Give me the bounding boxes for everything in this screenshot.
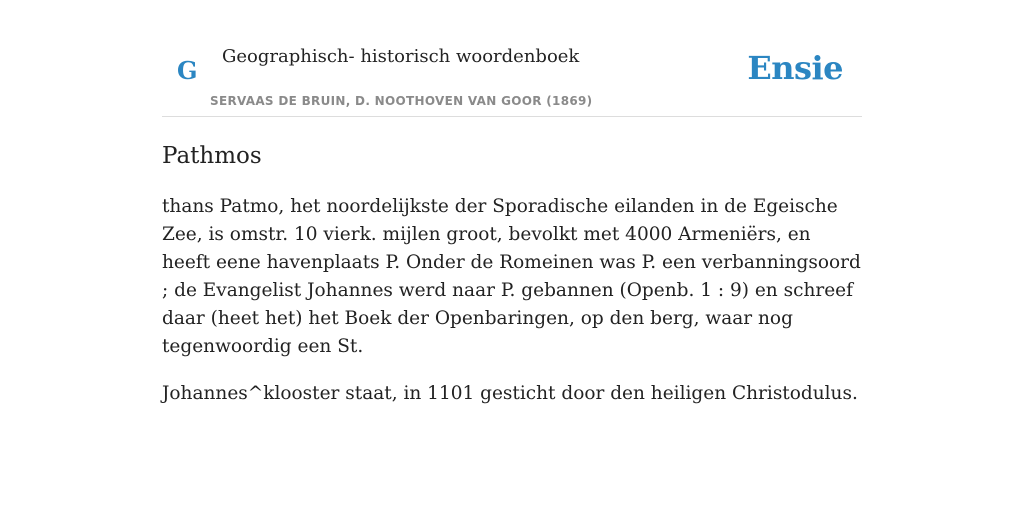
book-authors: SERVAAS DE BRUIN, D. NOOTHOVEN VAN GOOR (1869) <box>210 94 593 108</box>
entry-paragraph: thans Patmo, het noordelijkste der Sporadische eilanden in de Egeische Zee, is omstr. 10 vierk. mijlen groot, bevolkt met 4000 Armeniërs, en heeft eene havenplaats P. Onder de Romeinen was P. een verbanningsoord ; de Evangelist Johannes werd naar P. gebannen (Openb. 1 : 9) en schreef daar (heet het) het Boek der Openbaringen, op den berg, waar nog tegenwoordig een St. <box>162 196 861 357</box>
ensie-logo-link[interactable]: Ensie <box>747 49 843 87</box>
page <box>162 0 862 408</box>
entry-body <box>162 193 862 408</box>
book-header <box>162 0 862 117</box>
entry-title: Pathmos <box>162 143 262 169</box>
book-title-link[interactable]: Geographisch- historisch woordenboek <box>222 46 580 67</box>
entry-paragraph: Johannes^klooster staat, in 1101 gesticht door den heiligen Christodulus. <box>162 383 858 404</box>
book-letter-badge[interactable]: G <box>177 56 198 85</box>
